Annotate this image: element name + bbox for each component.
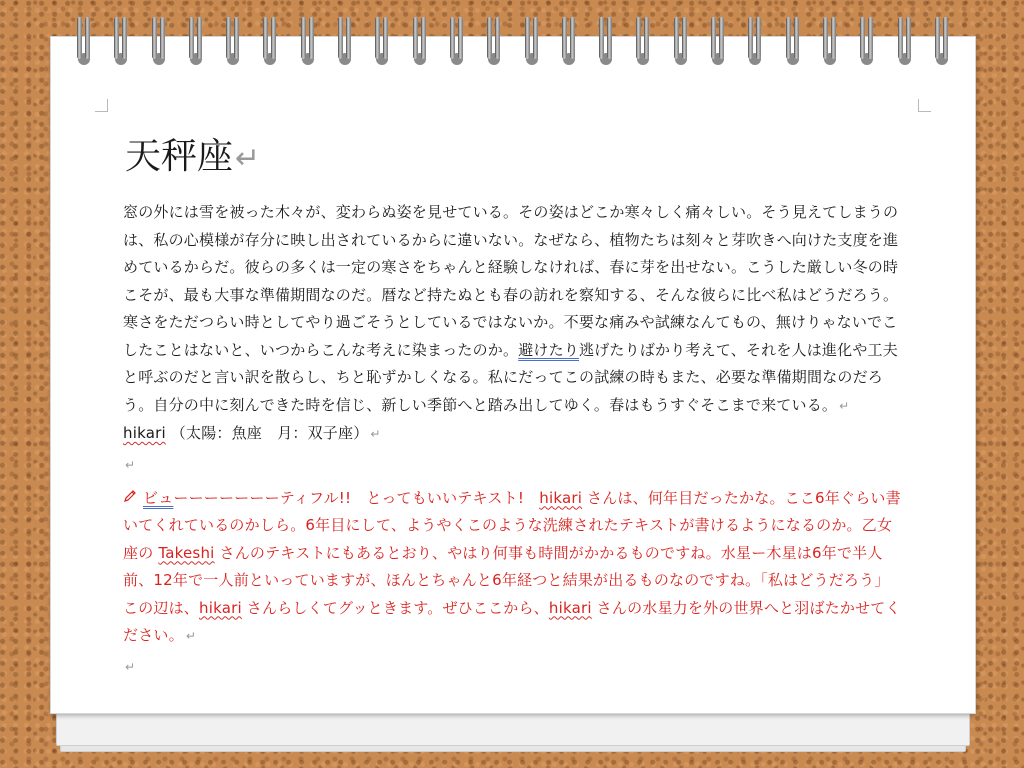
- pencil-icon: [123, 485, 137, 513]
- paragraph-mark: ↵: [125, 457, 136, 472]
- binding-ring: [707, 15, 729, 75]
- review-text: さんの水星力を外の世界へと羽ばたかせてください。: [123, 598, 901, 644]
- binding-ring: [409, 15, 431, 75]
- binding-ring: [558, 15, 580, 75]
- empty-paragraph: [123, 653, 903, 681]
- flagged-phrase[interactable]: 避けたり: [518, 340, 580, 359]
- flagged-name[interactable]: hikari: [539, 488, 583, 507]
- document-page[interactable]: [50, 36, 976, 714]
- margin-corner-mark: [918, 99, 931, 112]
- binding-ring: [894, 15, 916, 75]
- binding-ring: [110, 15, 132, 75]
- binding-ring: [483, 15, 505, 75]
- binding-ring: [521, 15, 543, 75]
- margin-corner-mark: [95, 99, 108, 112]
- paragraph-mark: ↵: [370, 427, 381, 441]
- essay-paragraph: 窓の外には雪を被った木々が、変わらぬ姿を見せている。その姿はどこか寒々しく痛々しい。そう見えてしまうのは、私の心模様が存分に映し出されているからに違いない。なぜなら、植物たちは刻々と芽吹きへ向けた支度を進めているからだ。彼らの多くは一定の寒さをちゃんと経験しなければ、春に芽を出せない。こうした厳しい冬の時こそが、最も大事な準備期間なのだ。暦など持たぬとも春の訪れを察知する、そんな彼らに比べ私はどうだろう。寒さをただつらい時としてやり過ごそうとしているではないか。不要な痛みや試練なんてもの、無けりゃないでこしたことはないと、いつからこんな考えに染まったのか。避けたり逃げたりばかり考えて、それを人は進化や工夫と呼ぶのだと言い訳を散らし、ちと恥ずかしくなる。私にだってこの試練の時もまた、必要な準備期間なのだろう。自分の中に刻んできた時を信じ、新しい季節へと踏み出してゆく。春はもうすぐそこまで来ている。 ↵: [123, 203, 899, 414]
- empty-paragraph: [123, 451, 903, 479]
- notepad: [50, 36, 974, 752]
- binding-ring: [856, 15, 878, 75]
- binding-ring: [185, 15, 207, 75]
- paragraph-mark: ↵: [185, 629, 197, 643]
- binding-ring: [148, 15, 170, 75]
- review-comment: [123, 485, 903, 651]
- binding-ring: [334, 15, 356, 75]
- paragraph-mark: ↵: [839, 398, 850, 413]
- binding-ring: [931, 15, 953, 75]
- binding-ring: [632, 15, 654, 75]
- review-text: ーーーーーーーティフル!! とってもいいテキスト!: [173, 488, 540, 507]
- binding-ring: [595, 15, 617, 75]
- flagged-name[interactable]: Takeshi: [158, 543, 215, 562]
- binding-ring: [222, 15, 244, 75]
- flagged-name[interactable]: hikari: [199, 598, 242, 617]
- review-text: さんは、何年目だったかな。ここ6年ぐらい書いてくれているのかしら。6年目にして、ようやくこのような洗練されたテキストが書けるようになるのか。乙女座の: [123, 488, 901, 562]
- binding-ring: [446, 15, 468, 75]
- paragraph-mark: ↵: [125, 659, 136, 674]
- binding-ring: [73, 15, 95, 75]
- binding-ring: [744, 15, 766, 75]
- flagged-phrase[interactable]: ビュ: [143, 488, 174, 507]
- spiral-binding: [73, 15, 953, 75]
- document-body[interactable]: [123, 133, 903, 683]
- review-text: さんのテキストにもあるとおり、やはり何事も時間がかかるものですね。水星ー木星は6年で半人前、12年で一人前といっていますが、ほんとちゃんと6年経つと結果が出るものなのですね。「私はどうだろう」この辺は、: [123, 543, 890, 617]
- binding-ring: [670, 15, 692, 75]
- paragraph-mark: ↵: [235, 141, 261, 176]
- binding-ring: [297, 15, 319, 75]
- binding-ring: [259, 15, 281, 75]
- document-title: 天秤座↵: [125, 136, 261, 177]
- review-text: さんらしくてグッときます。ぜひここから、: [241, 598, 549, 617]
- flagged-name[interactable]: hikari: [548, 598, 592, 617]
- author-signature: hikari （太陽：魚座 月：双子座） ↵: [123, 424, 381, 442]
- author-name[interactable]: hikari: [123, 424, 166, 442]
- binding-ring: [819, 15, 841, 75]
- binding-ring: [371, 15, 393, 75]
- binding-ring: [782, 15, 804, 75]
